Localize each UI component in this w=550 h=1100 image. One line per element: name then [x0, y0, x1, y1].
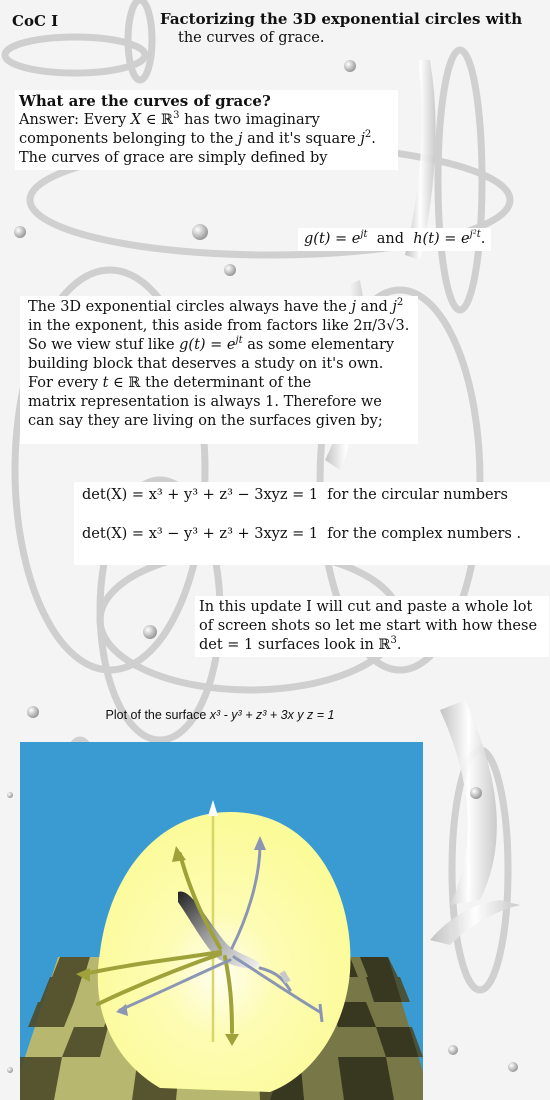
- plot-title: Plot of the surface x³ - y³ + z³ + 3x y z = 1: [105, 708, 335, 722]
- chapter-label: CoC I: [12, 12, 59, 30]
- update-note-paragraph: In this update I will cut and paste a whole lot of screen shots so let me start with how these det = 1 surfaces look in ℝ$^3$.: [195, 596, 549, 657]
- curves-of-grace-intro: [15, 90, 398, 170]
- equation-circular: det(X) = x³ + y³ + z³ − 3xyz = 1 for the circular numbers: [82, 487, 508, 503]
- page-title: Factorizing the 3D exponential circles with the curves of grace.: [160, 10, 523, 46]
- answer-line-1: Answer: Every X ∈ ℝ$^3$ has two imaginary: [19, 110, 320, 128]
- determinant-equations: [74, 482, 550, 565]
- equation-complex: det(X) = x³ − y³ + z³ + 3xyz = 1 for the complex numbers .: [82, 526, 522, 542]
- answer-line-3: The curves of grace are simply defined by: [19, 150, 328, 166]
- surface-plot-image: [20, 742, 423, 1100]
- answer-line-2: components belonging to the j and it's square $j^2$.: [19, 129, 376, 147]
- question-heading: What are the curves of grace?: [19, 92, 271, 110]
- exponential-circles-paragraph: The 3D exponential circles always have the j and $j^2$ in the exponent, this aside from factors like 2π/3√3. So we view stuf like $g(t) = e^{jt}$ as some elementary building block that deserves a study on it's own. For every t ∈ ℝ the determinant of the matrix representation is always 1. Therefore we can say they are living on the surfaces given by;: [20, 296, 418, 444]
- curves-of-grace-formula: $g(t) = e^{jt}$ and $h(t) = e^{j^2t}$.: [298, 228, 491, 251]
